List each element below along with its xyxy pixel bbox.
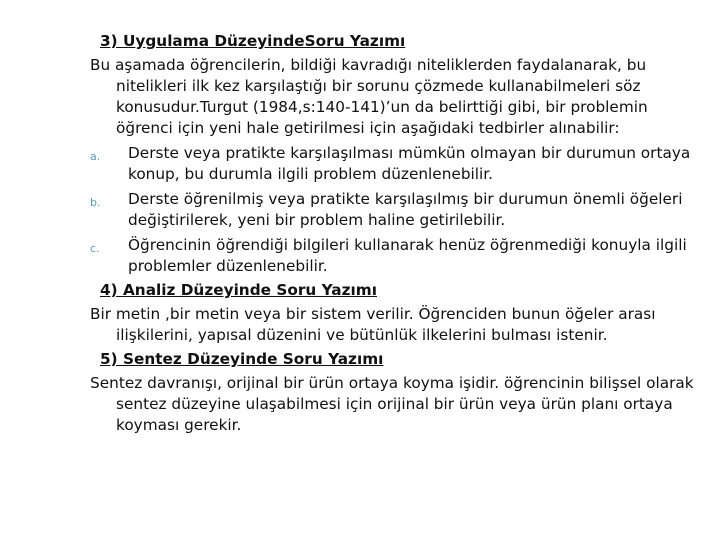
list-item-b xyxy=(90,189,710,231)
paragraph-sentez: Sentez davranışı, orijinal bir ürün ortaya koyma işidir. öğrencinin bilişsel olarak sentez düzeyine ulaşabilmesi için orijinal bir ürün veya ürün planı ortaya koyması gerekir. xyxy=(90,374,694,434)
heading-sentez-text: 5) Sentez Düzeyinde Soru Yazımı xyxy=(100,350,384,368)
list-item-c xyxy=(90,235,710,277)
list-item-c-text: Öğrencinin öğrendiği bilgileri kullanarak henüz öğrenmediği konuyla ilgili problemler düzenlenebilir. xyxy=(128,236,687,275)
slide-content xyxy=(90,28,710,436)
paragraph-analiz: Bir metin ,bir metin veya bir sistem verilir. Öğrenciden bunun öğeler arası ilişkilerini, yapısal düzenini ve bütünlük ilkelerini bulması istenir. xyxy=(90,305,656,344)
heading-sentez xyxy=(90,349,710,370)
list-marker-b: b. xyxy=(90,196,101,209)
heading-analiz xyxy=(90,280,710,301)
heading-uygulama-text: 3) Uygulama DüzeyindeSoru Yazımı xyxy=(100,32,406,50)
heading-uygulama xyxy=(90,31,710,52)
list-marker-c: c. xyxy=(90,242,100,255)
paragraph-uygulama: Bu aşamada öğrencilerin, bildiği kavradığı niteliklerden faydalanarak, bu nitelikleri ilk kez karşılaştığı bir sorunu çözmede kullanabilmeleri söz konusudur.Turgut (1984,s:140-141)’un da belirttiği gibi, bir problemin öğrenci için yeni hale getirilmesi için aşağıdaki tedbirler alınabilir: xyxy=(90,56,648,137)
heading-analiz-text: 4) Analiz Düzeyinde Soru Yazımı xyxy=(100,281,377,299)
list-item-b-text: Derste öğrenilmiş veya pratikte karşılaşılmış bir durumun önemli öğeleri değiştirilerek, yeni bir problem haline getirilebilir. xyxy=(128,190,683,229)
list-item-a-text: Derste veya pratikte karşılaşılması mümkün olmayan bir durumun ortaya konup, bu durumla ilgili problem düzenlenebilir. xyxy=(128,144,691,183)
list-marker-a: a. xyxy=(90,150,101,163)
list-item-a xyxy=(90,143,710,185)
